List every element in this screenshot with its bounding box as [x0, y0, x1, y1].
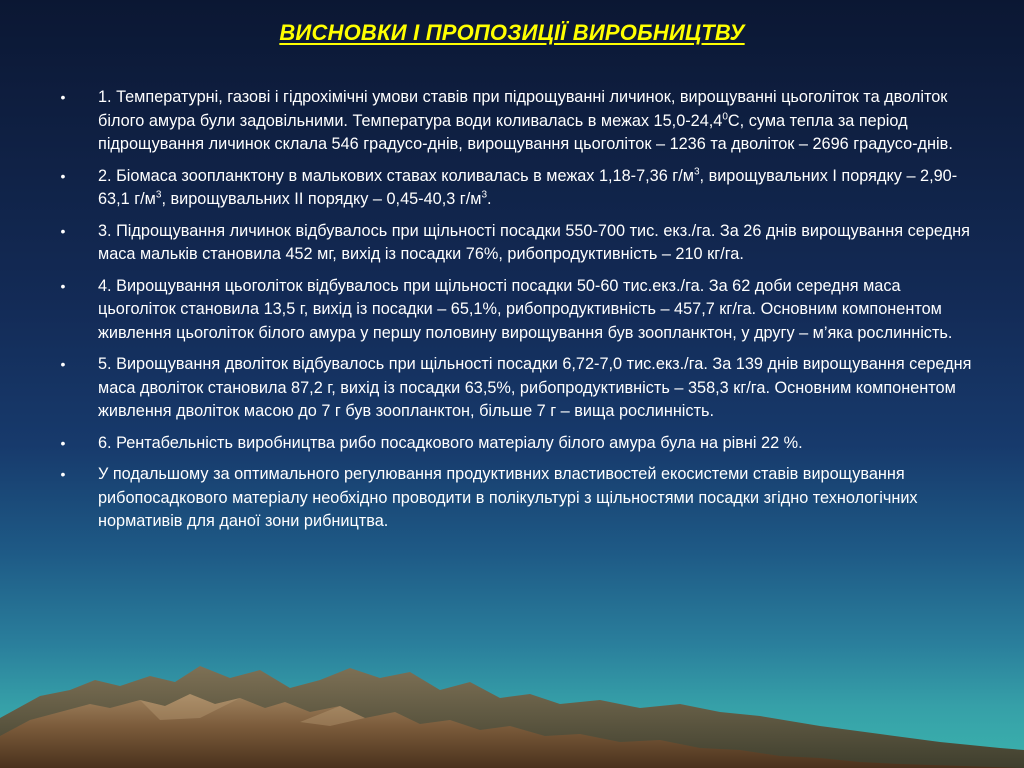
item-text: С, сума тепла за період підрощування личинок склала 546 градусо-днів, вирощування цьоголіток – 1236 та дволіток – 2696 градусо-днів.: [98, 111, 953, 153]
bullet: •: [60, 356, 66, 372]
superscript: 3: [693, 166, 700, 178]
superscript: 3: [155, 189, 162, 201]
bullet: •: [60, 167, 66, 184]
list-item: [56, 275, 981, 346]
bullet: •: [60, 277, 66, 294]
superscript: 0: [722, 111, 728, 123]
item-text: 5. Вирощування дволіток відбувалось при щільності посадки 6,72-7,0 тис.екз./га. За 139 днів вирощування середня маса дволіток становила 87,2 г, вихід із посадки 63,5%, рибопродуктивність – 358,3 кг/га. Основним компонентом живлення дволіток масою до 7 г був зоопланктон, більше 7 г – вища рослинність.: [98, 355, 972, 420]
superscript: 3: [481, 189, 488, 201]
list-item: [56, 353, 981, 424]
list-item: [56, 220, 981, 267]
item-text: .: [487, 190, 492, 208]
list-item: [56, 432, 981, 456]
item-text: 1. Температурні, газові і гідрохімічні умови ставів при підрощуванні личинок, вирощуванні цьоголіток та дволіток білого амура були задовільними. Температура води коливалась в межах 15,0-24,4: [98, 88, 948, 130]
list-item: [56, 86, 981, 157]
mountain-range-decoration: [0, 608, 1024, 768]
bullet: •: [60, 434, 66, 451]
slide-title: ВИСНОВКИ І ПРОПОЗИЦІЇ ВИРОБНИЦТВУ: [279, 20, 745, 45]
item-text: 4. Вирощування цьоголіток відбувалось при щільності посадки 50-60 тис.екз./га. За 62 доби середня маса цьоголіток становила 13,5 г, вихід із посадки – 65,1%, рибопродуктивність – 457,7 кг/га. Основним компонентом живлення цьоголіток білого амура у першу половину вирощування був зоопланктон, у другу – м’яка рослинність.: [98, 276, 953, 342]
list-item: [56, 165, 981, 212]
item-text: , вирощувальних І порядку – 2,90-63,1 г/м: [98, 166, 958, 208]
conclusions-list: [56, 86, 981, 542]
item-text: 2. Біомаса зоопланктону в малькових ставах коливалась в межах 1,18-7,36 г/м: [98, 166, 694, 185]
item-text: У подальшому за оптимального регулювання продуктивних властивостей екосистеми ставів вирощування рибопосадкового матеріалу необхідно проводити в полікультурі з щільностями посадки згідно технологічних нормативів для даної зони рибництва.: [98, 465, 918, 530]
item-text: 6. Рентабельність виробництва рибо посадкового матеріалу білого амура була на рівні 22 %.: [98, 433, 803, 452]
item-text: , вирощувальних ІІ порядку – 0,45-40,3 г/м: [161, 190, 482, 208]
list-item: [56, 463, 981, 534]
bullet: •: [60, 222, 66, 239]
bullet: •: [60, 89, 66, 105]
item-text: 3. Підрощування личинок відбувалось при щільності посадки 550-700 тис. екз./га. За 26 днів вирощування середня маса мальків становила 452 мг, вихід із посадки 76%, рибопродуктивність – 210 кг/га.: [98, 221, 970, 263]
bullet: •: [60, 466, 66, 482]
